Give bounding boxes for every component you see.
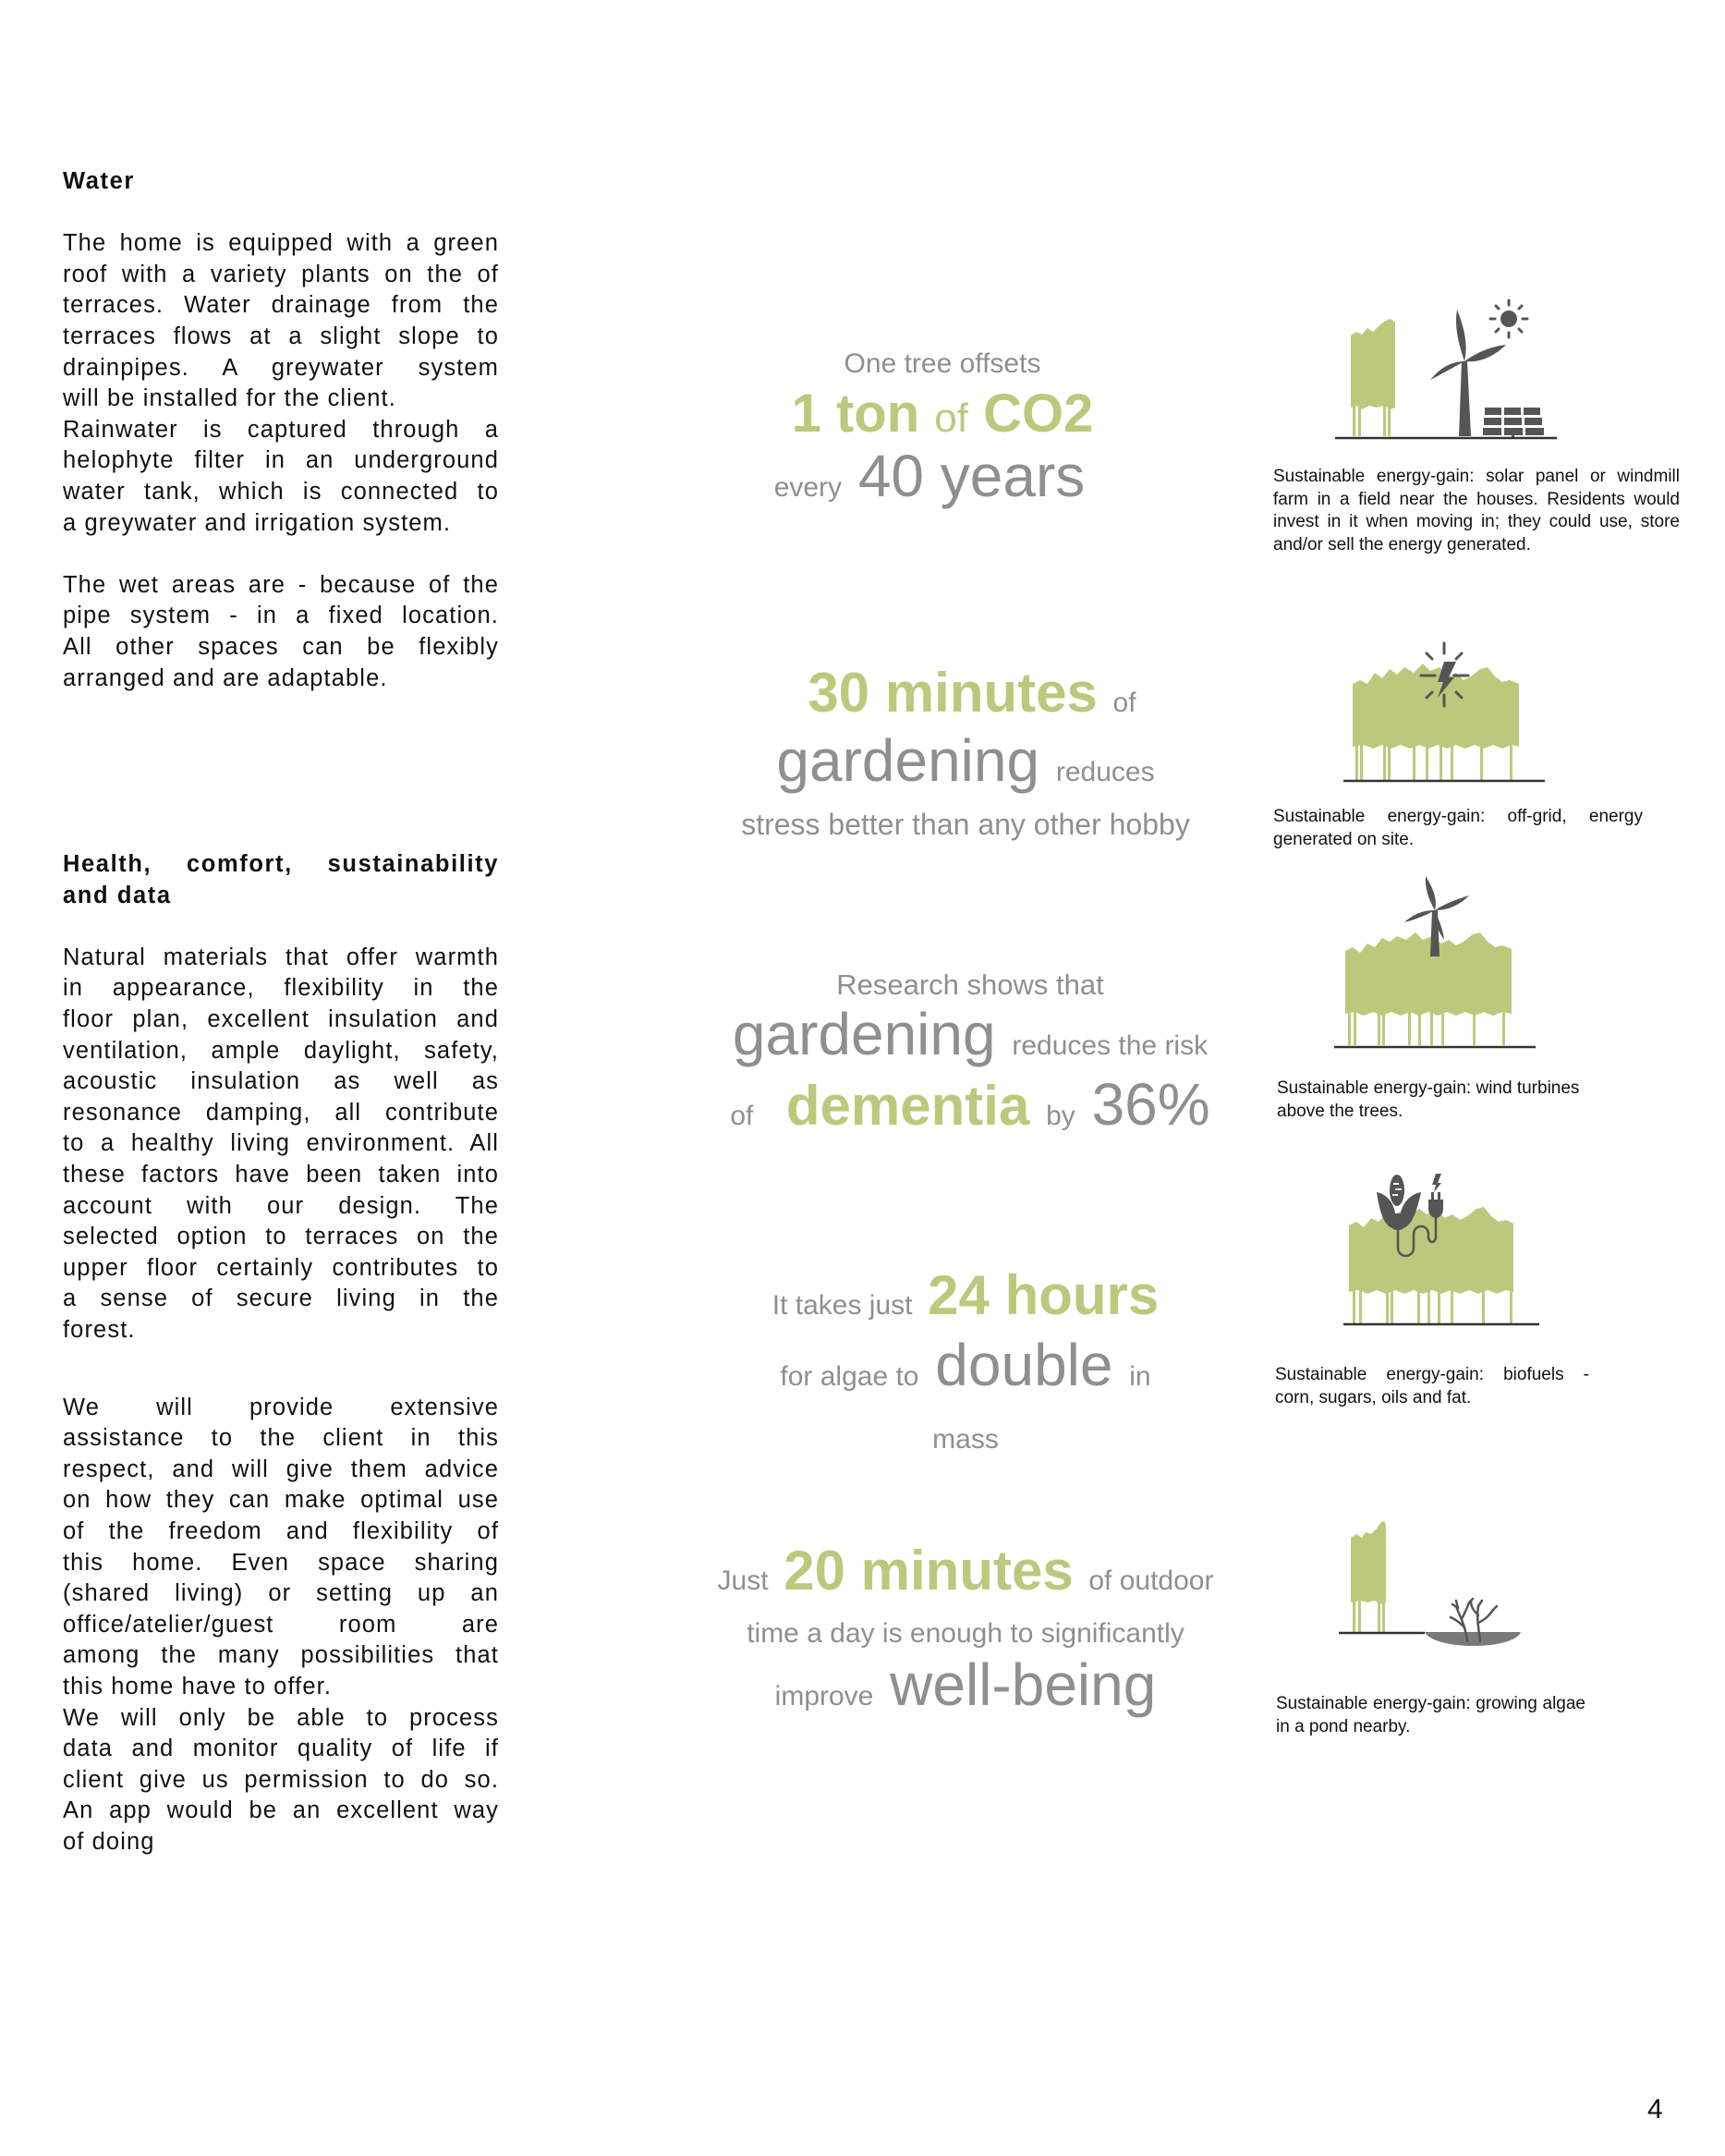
text-line: this home have to offer. [63, 1673, 333, 1699]
stat-connector: reduces [1055, 757, 1155, 787]
text-line: respect, and will give them advice [63, 1456, 499, 1482]
text-line: data and monitor quality of life if [63, 1736, 499, 1762]
stat-highlight: dementia [785, 1075, 1030, 1137]
text-line: upper floor certainly contributes to [63, 1254, 499, 1281]
stat-connector: of outdoor [1088, 1565, 1214, 1596]
page-number: 4 [1647, 2094, 1663, 2125]
text-line: this home. Even space sharing [63, 1549, 499, 1576]
solar-panel-icon [1483, 408, 1544, 439]
stat-connector: It takes just [771, 1290, 913, 1321]
stat-algae [721, 1266, 1210, 1473]
stat-connector: of [730, 1101, 754, 1131]
energy-caption: Sustainable energy-gain: wind turbines above the trees. [1277, 1078, 1580, 1121]
text-line: and data [63, 882, 172, 908]
health-paragraph-3 [63, 1703, 499, 1858]
stat-connector: Just [717, 1565, 769, 1596]
water-paragraph-1 [63, 228, 499, 415]
text-line: pipe system - in a fixed location. [63, 603, 499, 629]
text-line: The home is equipped with a green [63, 230, 499, 257]
text-line: (shared living) or setting up an [63, 1580, 499, 1607]
text-line: assistance to the client in this [63, 1425, 499, 1452]
stat-highlight: gardening [776, 727, 1040, 794]
off-grid-energy-icon [1340, 636, 1552, 786]
stat-connector: by [1046, 1101, 1075, 1131]
stat-highlight: double [935, 1332, 1113, 1398]
text-line: on how they can make optimal use [63, 1487, 499, 1514]
energy-caption: Sustainable energy-gain: biofuels - corn, sugars, oils and fat. [1275, 1365, 1589, 1407]
energy-caption: Sustainable energy-gain: solar panel or windmill farm in a field near the houses. Residents would invest in it when moving in; they could use, store and/or sell the energy generated. [1273, 467, 1680, 554]
stat-connector: every [773, 472, 843, 503]
stat-highlight: CO2 [983, 384, 1094, 444]
stat-connector: of [934, 396, 968, 441]
stat-connector: of [1112, 688, 1136, 718]
text-line: helophyte filter in an underground [63, 447, 499, 474]
text-line: floor plan, excellent insulation and [63, 1006, 499, 1033]
text-line: We will only be able to process [63, 1704, 499, 1731]
stat-intro: Research shows that [836, 968, 1104, 1001]
health-paragraph-1 [63, 943, 499, 1346]
energy-caption: Sustainable energy-gain: off-grid, energy generated on site. [1273, 807, 1643, 849]
windmill-icon [1430, 310, 1506, 436]
text-line: of doing [63, 1828, 155, 1855]
text-line: these factors have been taken into [63, 1162, 499, 1188]
biofuel-icon [1340, 1163, 1552, 1329]
stat-text: mass [932, 1424, 999, 1455]
sun-icon [1490, 300, 1527, 337]
text-line: in appearance, flexibility in the [63, 975, 499, 1002]
text-line: roof with a variety plants on the of [63, 261, 499, 287]
stat-highlight: 40 years [857, 443, 1086, 509]
stat-text: time a day is enough to significantly [747, 1618, 1184, 1649]
text-line: of the freedom and flexibility of [63, 1517, 499, 1544]
text-line: Natural materials that offer warmth [63, 944, 499, 970]
text-line: Health, comfort, sustainability [63, 851, 499, 878]
text-line: All other spaces can be flexibly [63, 633, 499, 660]
text-line: An app would be an excellent way [63, 1797, 499, 1824]
forest-icon [1349, 1207, 1513, 1294]
text-line: forest. [63, 1317, 136, 1343]
text-line: selected option to terraces on the [63, 1224, 499, 1250]
algae-pond-icon [1338, 1516, 1523, 1654]
stat-highlight: well-being [890, 1651, 1157, 1718]
text-line: drainpipes. A greywater system [63, 354, 499, 381]
stat-outdoor [702, 1541, 1229, 1724]
pond-icon [1425, 1632, 1521, 1646]
health-paragraph-2 [63, 1393, 499, 1703]
text-line: to a healthy living environment. All [63, 1130, 499, 1157]
wind-turbine-trees-icon [1330, 873, 1543, 1051]
water-paragraph-3 [63, 570, 499, 694]
text-line: acoustic insulation as well as [63, 1068, 499, 1095]
text-line: account with our design. The [63, 1192, 499, 1219]
text-line: will be installed for the client. [63, 385, 396, 412]
health-heading [63, 849, 499, 911]
stat-highlight: 20 minutes [784, 1540, 1074, 1602]
text-line: terraces. Water drainage from the [63, 292, 499, 319]
stat-dementia [711, 966, 1229, 1145]
text-line: client give us permission to do so. [63, 1766, 499, 1793]
stat-highlight: 24 hours [928, 1264, 1160, 1326]
solar-windmill-icon [1330, 291, 1571, 444]
text-line: The wet areas are - because of the [63, 571, 499, 598]
stat-connector: in [1129, 1361, 1151, 1392]
text-line: ventilation, ample daylight, safety, [63, 1037, 499, 1064]
lightning-icon [1421, 643, 1468, 706]
left-text-column [63, 166, 499, 1858]
text-line: among the many possibilities that [63, 1642, 499, 1669]
stat-highlight: gardening [732, 1001, 996, 1067]
stat-highlight: 1 ton [791, 384, 920, 444]
tree-icon [1351, 319, 1395, 409]
text-line: We will provide extensive [63, 1394, 499, 1420]
text-line: resonance damping, all contribute [63, 1099, 499, 1126]
plug-icon [1428, 1174, 1443, 1218]
text-line: a sense of secure living in the [63, 1285, 499, 1312]
water-paragraph-2 [63, 415, 499, 539]
stat-connector: improve [774, 1681, 874, 1711]
text-line: office/atelier/guest room are [63, 1611, 499, 1638]
text-line: a greywater and irrigation system. [63, 509, 452, 536]
energy-caption: Sustainable energy-gain: growing algae in a pond nearby. [1276, 1694, 1585, 1736]
stat-tree-co2 [758, 344, 1127, 518]
stat-highlight: 36% [1091, 1071, 1210, 1138]
stat-gardening-stress [721, 664, 1210, 848]
text-line: water tank, which is connected to [63, 478, 499, 505]
water-heading: Water [63, 168, 135, 194]
stat-connector: for algae to [780, 1361, 919, 1392]
text-line: arranged and are adaptable. [63, 664, 388, 691]
tree-icon [1351, 1521, 1386, 1604]
stat-highlight: 30 minutes [808, 662, 1098, 724]
forest-icon [1345, 932, 1512, 1016]
text-line: terraces flows at a slight slope to [63, 323, 499, 349]
stat-intro: One tree offsets [844, 348, 1041, 379]
stat-text: stress better than any other hobby [741, 808, 1190, 841]
stat-connector: reduces the risk [1012, 1030, 1209, 1061]
text-line: Rainwater is captured through a [63, 416, 499, 443]
